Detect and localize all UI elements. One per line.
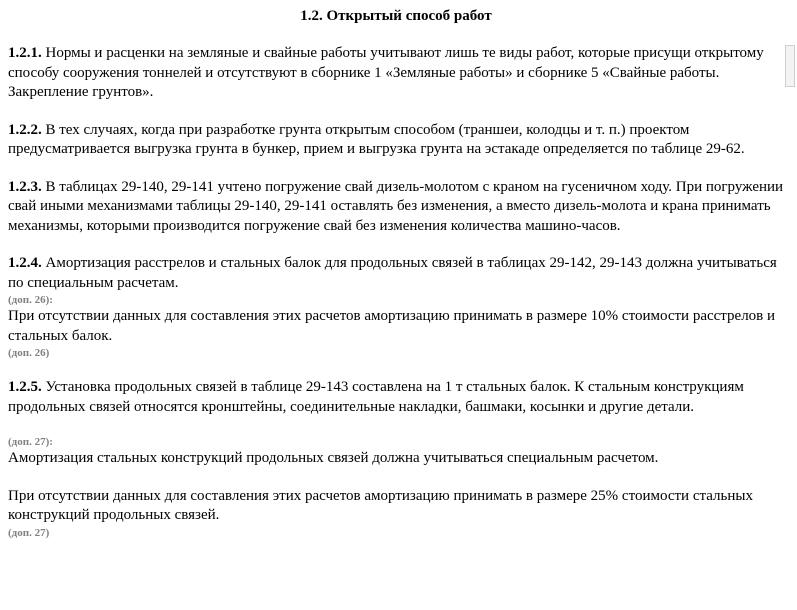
clause-text: Нормы и расценки на земляные и свайные работы учитывают лишь те виды работ, которые присущи открытому способу сооружения тоннелей и отсутствуют в сборнике 1 «Земляные работы» и сборнике 5 «Свайные работы. Закрепление грунтов». xyxy=(8,45,764,100)
clause-text: В тех случаях, когда при разработке грунта открытым способом (траншеи, колодцы и т. п.) проектом предусматривается выгрузка грунта в бункер, прием и выгрузка грунта на эстакаде определяется по таблице 29-62. xyxy=(8,121,745,157)
clause-number: 1.2.2. xyxy=(8,121,42,138)
clause-1-2-2 xyxy=(8,121,784,160)
amendment-note: (доп. 27) xyxy=(8,526,50,539)
amendment-note: (доп. 26): xyxy=(8,294,53,306)
clause-number: 1.2.3. xyxy=(8,178,42,195)
document-page xyxy=(8,6,784,540)
clause-number: 1.2.1. xyxy=(8,45,42,61)
clause-1-2-5-extra-2: При отсутствии данных для составления этих расчетов амортизацию принимать в размере 25% стоимости стальных конструкций продольных связей. xyxy=(8,487,753,523)
clause-1-2-3 xyxy=(8,178,784,237)
clause-1-2-4-extra: При отсутствии данных для составления этих расчетов амортизацию принимать в размере 10% стоимости расстрелов и стальных балок. xyxy=(8,308,776,344)
clause-1-2-1 xyxy=(8,44,784,103)
clause-number: 1.2.5. xyxy=(8,379,42,395)
vertical-scrollbar[interactable] xyxy=(785,0,797,610)
page-title: 1.2. Открытый способ работ xyxy=(300,8,492,24)
scrollbar-thumb[interactable] xyxy=(785,45,795,87)
clause-text: В таблицах 29-140, 29-141 учтено погружение свай дизель-молотом с краном на гусеничном ходу. При погружении свай иными механизмами таблицы 29-140, 29-141 оставлять без изменения, а вместо дизель-молота и крана принимать механизмы, которыми производится погружение свай без изменения количества машино-часов. xyxy=(8,178,784,234)
clause-text: Амортизация расстрелов и стальных балок для продольных связей в таблицах 29-142, 29-143 должна учитываться по специальным расчетам. xyxy=(8,255,777,291)
clause-1-2-5 xyxy=(8,378,784,417)
amendment-note: (доп. 27): xyxy=(8,436,53,448)
clause-text: Установка продольных связей в таблице 29-143 составлена на 1 т стальных балок. К стальным конструкциям продольных связей относятся кронштейны, соединительные накладки, башмаки, косынки и другие детали. xyxy=(8,379,744,415)
amendment-note: (доп. 26) xyxy=(8,347,50,359)
clause-1-2-4 xyxy=(8,254,784,293)
clause-number: 1.2.4. xyxy=(8,255,42,271)
clause-1-2-5-extra-1: Амортизация стальных конструкций продольных связей должна учитываться специальным расчетом. xyxy=(8,450,659,466)
